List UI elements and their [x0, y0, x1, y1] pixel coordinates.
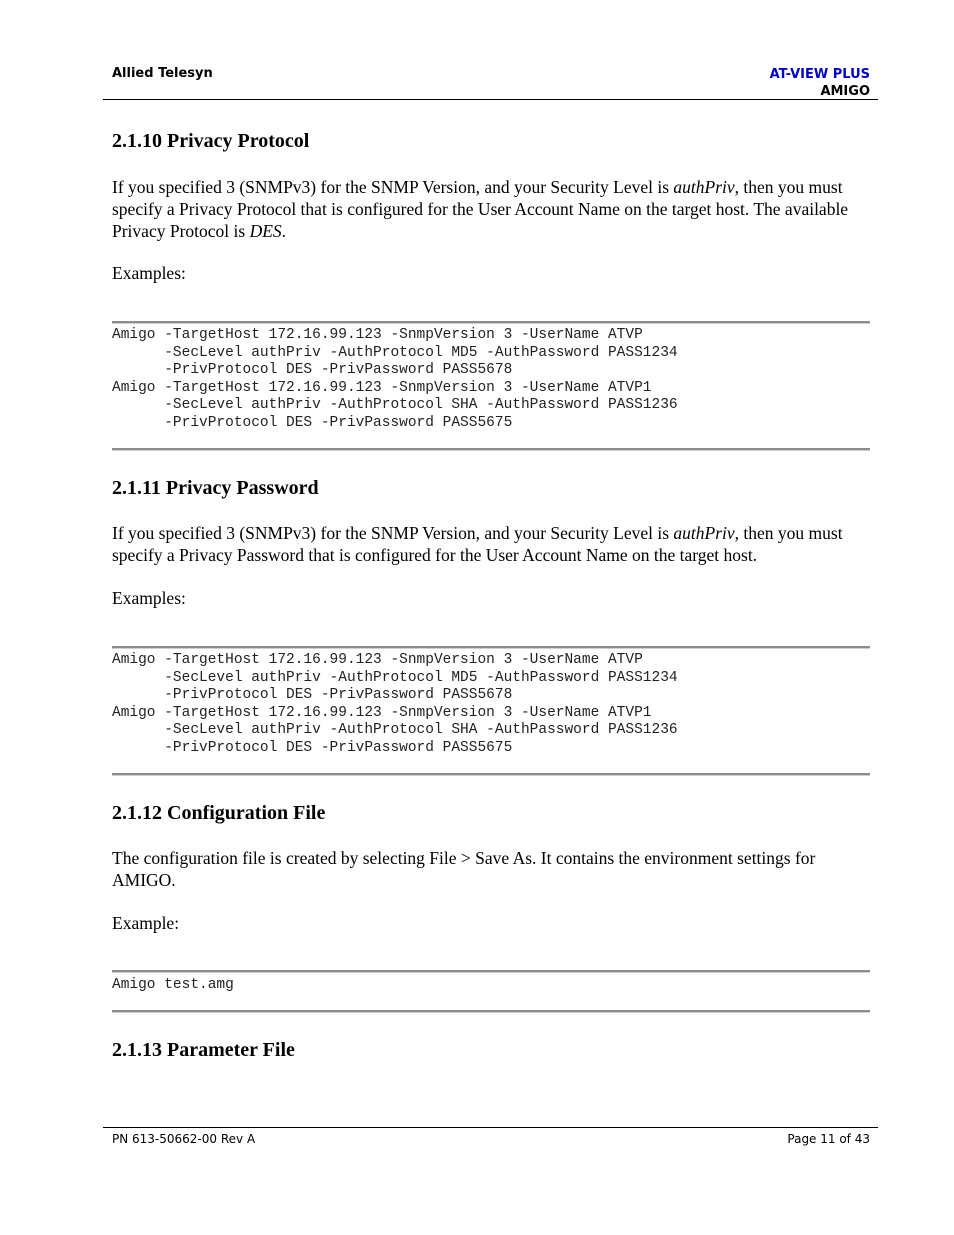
footer-part-number: PN 613-50662-00 Rev A	[112, 1132, 256, 1146]
section-heading-parameter-file: 2.1.13 Parameter File	[112, 1039, 295, 1061]
footer-rule	[103, 1127, 878, 1128]
code-block: Amigo -TargetHost 172.16.99.123 -SnmpVersion 3 -UserName ATVP -SecLevel authPriv -AuthProtocol MD5 -AuthPassword PASS1234 -PrivProtocol DES -PrivPassword PASS5678 Amigo -TargetHost 172.16.99.123 -SnmpVersion 3 -UserName ATVP1 -SecLevel authPriv -AuthProtocol SHA -AuthPassword PASS1236 -PrivProtocol DES -PrivPassword PASS5675	[112, 652, 678, 756]
paragraph-text: If you specified 3 (SNMPv3) for the SNMP Version, and your Security Level is	[112, 523, 674, 543]
section-heading-configuration-file: 2.1.12 Configuration File	[112, 802, 326, 824]
paragraph-emphasis: authPriv	[673, 523, 735, 543]
examples-label: Examples:	[112, 263, 186, 283]
footer-page-number: Page 11 of 43	[787, 1132, 870, 1146]
header-product	[770, 66, 870, 100]
section-heading-privacy-password: 2.1.11 Privacy Password	[112, 477, 319, 499]
header-company: Allied Telesyn	[112, 66, 213, 81]
paragraph-text: .	[281, 221, 287, 241]
paragraph-emphasis: authPriv	[673, 177, 735, 197]
code-block-top-rule	[112, 970, 870, 973]
paragraph-text: , then you must specify a Privacy Protocol that is configured for the User Account Name on the target host. The available Privacy Protocol is	[112, 177, 849, 241]
section-paragraph-configuration-file: The configuration file is created by selecting File > Save As. It contains the environment settings for AMIGO.	[112, 848, 816, 890]
header-product-subtitle: AMIGO	[820, 84, 870, 99]
code-block-top-rule	[112, 321, 870, 324]
code-block-bottom-rule	[112, 773, 870, 776]
code-block-bottom-rule	[112, 448, 870, 451]
paragraph-emphasis: DES	[249, 221, 282, 241]
header-product-title: AT-VIEW PLUS	[769, 67, 870, 82]
section-paragraph-privacy-protocol	[112, 176, 872, 242]
section-paragraph-privacy-password	[112, 522, 872, 566]
example-label: Example:	[112, 913, 180, 933]
code-block-top-rule	[112, 646, 870, 649]
header-rule	[103, 99, 878, 100]
examples-label: Examples:	[112, 588, 186, 608]
paragraph-text: If you specified 3 (SNMPv3) for the SNMP Version, and your Security Level is	[112, 177, 674, 197]
code-block: Amigo test.amg	[112, 977, 234, 993]
paragraph-text: , then you must specify a Privacy Password that is configured for the User Account Name on the target host.	[112, 523, 843, 565]
section-heading-privacy-protocol: 2.1.10 Privacy Protocol	[112, 130, 310, 152]
code-block: Amigo -TargetHost 172.16.99.123 -SnmpVersion 3 -UserName ATVP -SecLevel authPriv -AuthProtocol MD5 -AuthPassword PASS1234 -PrivProtocol DES -PrivPassword PASS5678 Amigo -TargetHost 172.16.99.123 -SnmpVersion 3 -UserName ATVP1 -SecLevel authPriv -AuthProtocol SHA -AuthPassword PASS1236 -PrivProtocol DES -PrivPassword PASS5675	[112, 327, 678, 431]
code-block-bottom-rule	[112, 1010, 870, 1013]
